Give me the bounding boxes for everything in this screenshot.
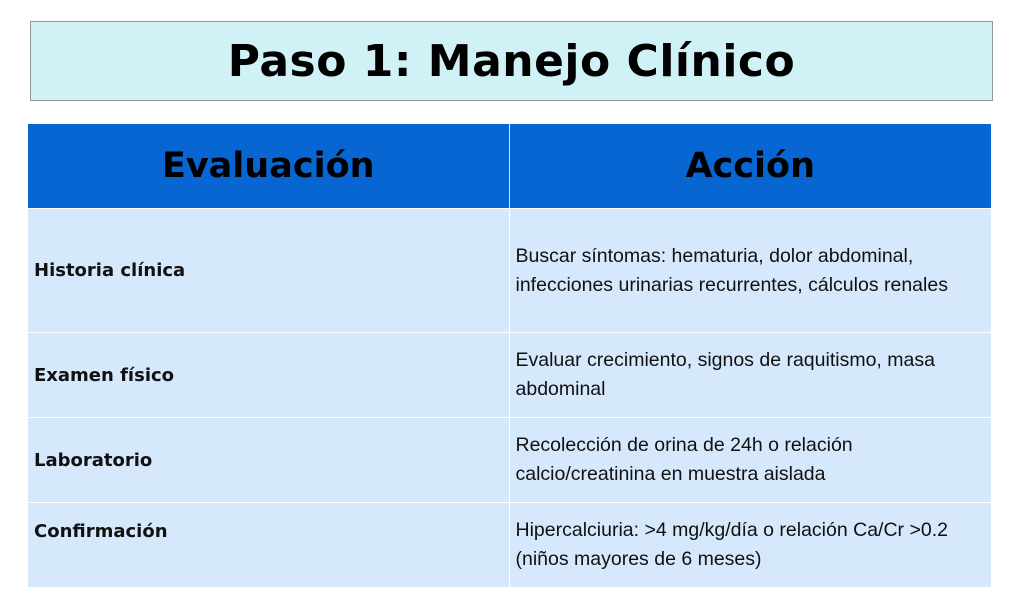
action-cell: Recolección de orina de 24h o relación calcio/creatinina en muestra aislada xyxy=(509,418,991,503)
action-cell: Buscar síntomas: hematuria, dolor abdominal, infecciones urinarias recurrentes, cálculos renales xyxy=(509,209,991,333)
evaluation-cell: Historia clínica xyxy=(28,209,509,333)
evaluation-cell: Confirmación xyxy=(28,503,509,588)
table-row xyxy=(28,503,991,588)
evaluation-cell: Laboratorio xyxy=(28,418,509,503)
clinical-management-table xyxy=(28,124,991,587)
action-cell: Hipercalciuria: >4 mg/kg/día o relación Ca/Cr >0.2 (niños mayores de 6 meses) xyxy=(509,503,991,588)
table-header-row xyxy=(28,124,991,209)
evaluation-cell: Examen físico xyxy=(28,333,509,418)
page-title: Paso 1: Manejo Clínico xyxy=(227,35,796,87)
table-row xyxy=(28,209,991,333)
column-header-evaluacion: Evaluación xyxy=(28,124,509,209)
table-row xyxy=(28,333,991,418)
table-row xyxy=(28,418,991,503)
title-banner xyxy=(30,21,993,101)
column-header-accion: Acción xyxy=(509,124,991,209)
action-cell: Evaluar crecimiento, signos de raquitismo, masa abdominal xyxy=(509,333,991,418)
